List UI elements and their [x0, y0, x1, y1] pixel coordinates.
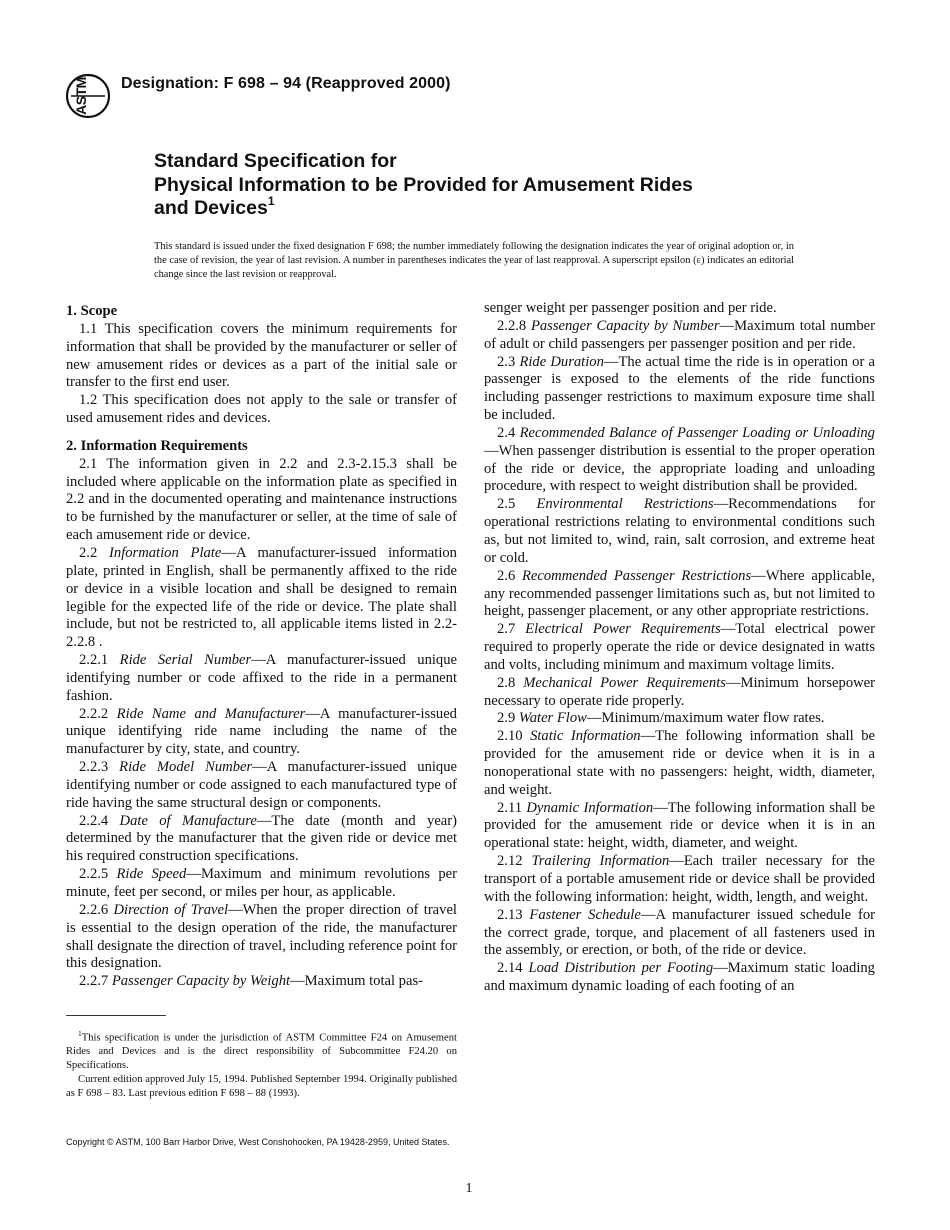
- paragraph-2-7: [484, 621, 875, 675]
- para-term: Water Flow: [518, 710, 587, 727]
- footnotes: [66, 1027, 457, 1101]
- para-number: 2.2.5: [79, 866, 109, 883]
- para-number: 2.6: [497, 567, 516, 584]
- para-number: 2.10: [497, 728, 523, 745]
- para-text: —Minimum/maximum water flow rates.: [586, 710, 825, 727]
- svg-text:ASTM: ASTM: [73, 77, 89, 115]
- footnote-text: This specification is under the jurisdiction of ASTM Committee F24 on Amusement Rides and Devices and is the direct responsibility of Subcommittee F24.20 on Specifications.: [66, 1032, 457, 1072]
- para-term: Ride Model Number: [119, 759, 253, 776]
- para-number: 2.14: [497, 960, 523, 977]
- paragraph-2-2-8: [484, 318, 875, 354]
- footnote-1: [66, 1027, 457, 1073]
- para-term: Recommended Passenger Restrictions: [522, 567, 752, 584]
- para-number: 2.2.7: [79, 973, 109, 990]
- issuance-note: This standard is issued under the fixed designation F 698; the number immediately following the designation indicates the year of original adoption or, in the case of revision, the year of last revision. A number in parentheses indicates the year of last reapproval. A superscript epsilon (ε) indicates an editorial change since the last revision or reapproval.: [154, 241, 794, 280]
- astm-logo-icon: [64, 73, 112, 119]
- paragraph-2-2-5: [66, 866, 457, 902]
- paragraph-2-9: [484, 710, 875, 728]
- para-text: —Maximum static loading and maximum dynamic loading of each footing of an: [484, 960, 875, 995]
- paragraph-2-3: [484, 354, 875, 425]
- paragraph-2-2-6: [66, 902, 457, 973]
- para-term: Electrical Power Requirements: [525, 621, 721, 638]
- para-term: Date of Manufacture: [119, 812, 257, 829]
- paragraph-2-4: [484, 425, 875, 496]
- para-text: —The following information shall be provided for the amusement ride or device when it is in an operational state: height, width, diameter, and weight.: [484, 799, 875, 852]
- para-number: 2.2.6: [79, 901, 109, 918]
- copyright-notice: Copyright © ASTM, 100 Barr Harbor Drive, West Conshohocken, PA 19428-2959, United States.: [66, 1137, 450, 1147]
- footnote-mark: 1: [78, 1029, 82, 1038]
- para-term: Mechanical Power Requirements: [523, 674, 726, 691]
- paragraph-2-2-1: [66, 652, 457, 706]
- para-number: 2.2.8: [497, 317, 527, 334]
- para-term: Dynamic Information: [526, 799, 654, 816]
- title-footnote-mark: 1: [267, 193, 275, 208]
- left-column: [66, 300, 457, 991]
- para-text: —Total electrical power required to properly operate the ride or device designated in watts and volts, including minimum and maximum voltage limits.: [484, 621, 875, 673]
- para-term: Ride Serial Number: [119, 652, 252, 669]
- para-number: 2.12: [497, 853, 523, 870]
- para-term: Ride Name and Manufacturer: [116, 705, 306, 722]
- paragraph-2-8: [484, 675, 875, 711]
- para-term: Load Distribution per Footing: [528, 960, 714, 977]
- para-text: —Recommendations for operational restrictions relating to environmental conditions such as, but not limited to, wind, rain, salt corrosion, and extreme heat or cold.: [484, 496, 875, 566]
- para-number: 2.2.4: [79, 812, 109, 829]
- para-number: 2.2.2: [79, 705, 109, 722]
- para-term: Ride Duration: [519, 353, 604, 370]
- title-line-1: Standard Specification for: [154, 150, 397, 172]
- paragraph-2-5: [484, 496, 875, 567]
- section-heading-scope: 1. Scope: [66, 303, 118, 319]
- para-text: —Maximum total number of adult or child passengers per passenger position and per ride.: [484, 317, 875, 352]
- document-title: [154, 150, 693, 221]
- right-column: [484, 300, 875, 996]
- para-number: 2.9: [497, 710, 516, 727]
- para-text: —A manufacturer-issued information plate, printed in English, shall be permanently affixed to the ride or device in a visible location and shall be designed to remain legible for the expected life of the ride or device. The plate shall include, but not be restricted to, all applicable items listed in 2.2-2.2.8 .: [66, 544, 457, 651]
- para-text: —When the proper direction of travel is essential to the design operation of the ride, the manufacturer shall designate the direction of travel, including reference point for this designation.: [66, 901, 457, 972]
- paragraph-2-1: 2.1 The information given in 2.2 and 2.3-2.15.3 shall be included where applicable on the information plate as specified in 2.2 and in the documented operating and maintenance instructions to be furnished by the manufacturer or seller, at the time of sale of each amusement ride or device.: [66, 455, 457, 544]
- para-text: —A manufacturer-issued unique identifying number or code assigned to each manufactured type of ride having the same structural design or components.: [66, 759, 457, 811]
- paragraph-2-2: [66, 545, 457, 652]
- para-text: —When passenger distribution is essential to the proper operation of the ride or device, the appropriate loading and unloading procedure, with respect to weight distribution shall be provided.: [484, 442, 875, 495]
- para-number: 2.13: [497, 906, 523, 923]
- paragraph-2-13: [484, 907, 875, 961]
- para-number: 2.2: [79, 544, 98, 561]
- para-text: —Maximum and minimum revolutions per minute, feet per second, or miles per hour, as applicable.: [66, 866, 457, 900]
- para-text: —A manufacturer-issued unique identifying ride name including the name of the manufacturer by city, state, and country.: [66, 705, 457, 758]
- title-line-3: [154, 193, 693, 221]
- title-line-2: Physical Information to be Provided for Amusement Rides: [154, 173, 693, 196]
- para-number: 2.2.3: [79, 759, 109, 776]
- para-term: Recommended Balance of Passenger Loading or Unloading: [519, 424, 875, 441]
- footnote-divider: [66, 1015, 166, 1016]
- para-term: Environmental Restrictions: [536, 496, 714, 513]
- para-text: —Maximum total pas-: [290, 973, 423, 990]
- paragraph-2-11: [484, 800, 875, 854]
- section-heading-information-requirements: 2. Information Requirements: [66, 437, 248, 454]
- para-number: 2.4: [497, 424, 516, 441]
- paragraph-2-2-2: [66, 706, 457, 760]
- para-number: 2.3: [497, 353, 516, 370]
- paragraph-1-2: 1.2 This specification does not apply to the sale or transfer of used amusement rides and devices.: [66, 392, 457, 427]
- para-term: Direction of Travel: [113, 901, 229, 918]
- paragraph-2-6: [484, 568, 875, 622]
- para-term: Passenger Capacity by Number: [530, 317, 720, 334]
- para-text: —Where applicable, any recommended passenger limitations such as, but not limited to height, passenger placement, or any other appropriate restrictions.: [484, 567, 875, 620]
- para-text: —A manufacturer issued schedule for the correct grade, torque, and placement of all fasteners used in the assembly, or erection, or both, of the ride or device.: [484, 906, 875, 959]
- para-number: 2.11: [497, 799, 522, 816]
- paragraph-2-2-7: [66, 973, 457, 991]
- para-term: Passenger Capacity by Weight: [111, 973, 291, 990]
- paragraph-2-12: [484, 853, 875, 907]
- para-number: 2.8: [497, 674, 516, 691]
- paragraph-2-14: [484, 960, 875, 996]
- para-text: —Each trailer necessary for the transport of a portable amusement ride or device shall be provided with the following information: height, width, length, and weight.: [484, 853, 875, 905]
- paragraph-2-2-3: [66, 759, 457, 813]
- para-term: Information Plate: [109, 544, 222, 561]
- paragraph-2-2-4: [66, 813, 457, 867]
- title-line-3-text: and Devices: [154, 197, 268, 219]
- page-number: 1: [465, 1181, 473, 1196]
- para-number: 2.7: [497, 621, 516, 638]
- para-text: —The following information shall be provided for the amusement ride or device when it is in a nonoperational state with no passengers: height, width, diameter, and weight.: [484, 728, 875, 798]
- footnote-edition: Current edition approved July 15, 1994. Published September 1994. Originally published as F 698 – 83. Last previous edition F 698 – 88 (1993).: [66, 1074, 457, 1100]
- para-text: —A manufacturer-issued unique identifying number or code affixed to the ride in a permanent fashion.: [66, 652, 457, 704]
- paragraph-1-1: 1.1 This specification covers the minimum requirements for information that shall be provided by the manufacturer or seller of new amusement rides or devices as a part of the initial sale or transfer to the first end user.: [66, 320, 457, 391]
- para-number: 2.5: [497, 496, 516, 513]
- para-text: —The date (month and year) determined by the manufacturer that the given ride or device met his required construction specifications.: [66, 812, 457, 865]
- para-term: Trailering Information: [531, 853, 670, 870]
- designation: Designation: F 698 – 94 (Reapproved 2000): [121, 75, 451, 92]
- para-text: —The actual time the ride is in operation or a passenger is exposed to the elements of the ride functions including passenger restrictions to maximum exposure time shall be included.: [484, 353, 875, 424]
- para-number: 2.2.1: [79, 652, 109, 669]
- para-text: —Minimum horsepower necessary to operate ride properly.: [484, 674, 875, 709]
- paragraph-2-2-7-continued: senger weight per passenger position and per ride.: [484, 300, 777, 316]
- para-term: Static Information: [530, 728, 641, 745]
- paragraph-2-10: [484, 728, 875, 799]
- para-term: Fastener Schedule: [529, 906, 641, 923]
- para-term: Ride Speed: [116, 866, 187, 883]
